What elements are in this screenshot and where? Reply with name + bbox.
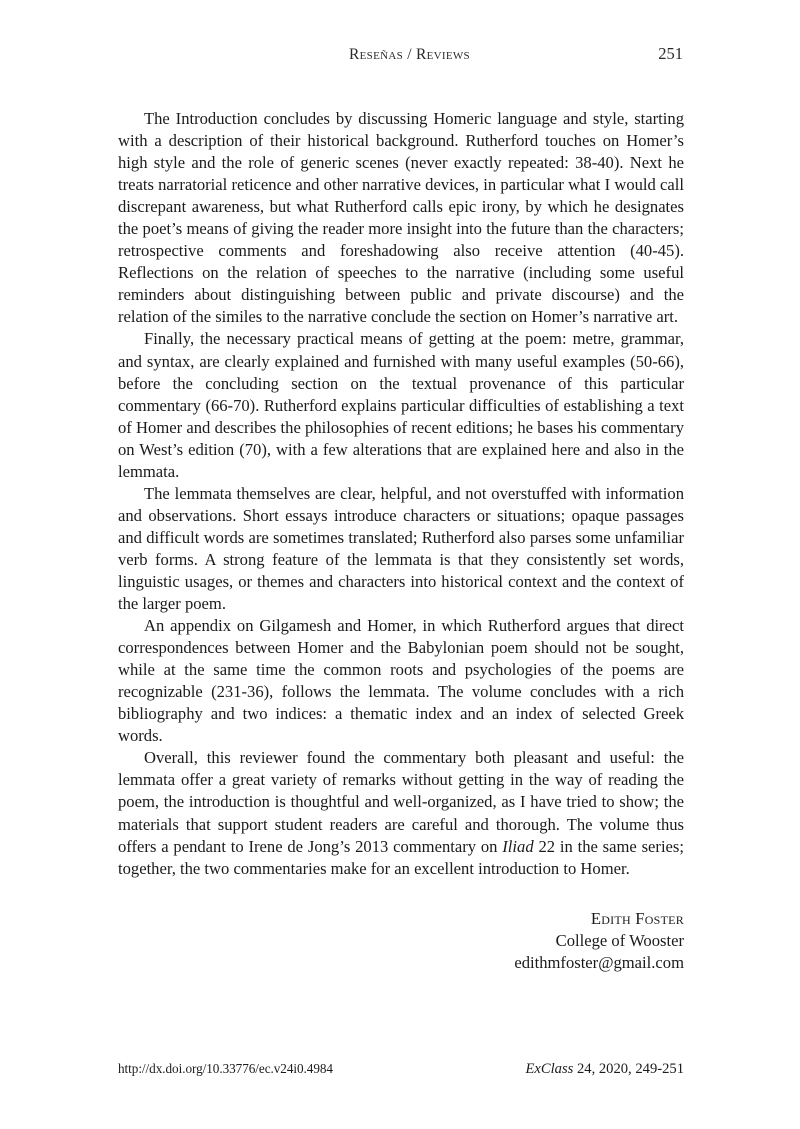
body-text bbox=[118, 108, 684, 880]
reviewer-email: edithmfoster@gmail.com bbox=[514, 953, 684, 973]
running-head-title: Reseñas / Reviews bbox=[349, 46, 470, 63]
paragraph-metre-grammar-syntax: Finally, the necessary practical means of getting at the poem: metre, grammar, and syntax, are clearly explained and furnished with many useful examples (50-66), before the concluding section on the textual provenance of this particular commentary (66-70). Rutherford explains particular difficulties of establishing a text of Homer and describes the philosophies of recent editions; he bases his commentary on West’s edition (70), with a few alterations that are explained here and also in the lemmata. bbox=[118, 329, 684, 481]
signature-block bbox=[118, 908, 684, 974]
page-number: 251 bbox=[658, 44, 683, 63]
journal-issue-pages: 24, 2020, 249-251 bbox=[573, 1061, 684, 1077]
paragraph-appendix-gilgamesh: An appendix on Gilgamesh and Homer, in which Rutherford argues that direct correspondences between Homer and the Babylonian poem should not be sought, while at the same time the common roots and psychologies of the poems are recognizable (231-36), follows the lemmata. The volume concludes with a rich bibliography and two indices: a thematic index and an index of selected Greek words. bbox=[118, 616, 684, 746]
page-footer bbox=[118, 1061, 684, 1078]
reviewer-name: Edith Foster bbox=[590, 909, 684, 928]
paragraph-introduction-conclusion: The Introduction concludes by discussing Homeric language and style, starting with a description of their historical background. Rutherford touches on Homer’s high style and the role of generic scenes (never exactly repeated: 38-40). Next he treats narratorial reticence and other narrative devices, in particular what I would call discrepant awareness, but what Rutherford calls epic irony, by which he designates the poet’s means of giving the reader more insight into the future than the characters; retrospective comments and foreshadowing also receive attention (40-45). Reflections on the relation of speeches to the narrative (including some useful reminders about distinguishing between public and private discourse) and the relation of the similes to the narrative conclude the section on Homer’s narrative art. bbox=[118, 109, 684, 327]
reviewer-affiliation: College of Wooster bbox=[555, 931, 684, 951]
doi-link[interactable]: http://dx.doi.org/10.33776/ec.v24i0.4984 bbox=[118, 1061, 333, 1076]
running-head bbox=[118, 44, 683, 70]
journal-citation bbox=[525, 1061, 684, 1078]
overall-text-before-title: Overall, this reviewer found the commentary both pleasant and useful: the lemmata offer a great variety of remarks without getting in the way of reading the poem, the introduction is thoughtful and well-organized, as I have tried to show; the materials that support student readers are careful and thorough. The volume thus offers a pendant to Irene de Jong’s 2013 commentary on bbox=[118, 748, 684, 856]
paragraph-lemmata: The lemmata themselves are clear, helpful, and not overstuffed with information and observations. Short essays introduce characters or situations; opaque passages and difficult words are sometimes translated; Rutherford also parses some unfamiliar verb forms. A strong feature of the lemmata is that they consistently set words, linguistic usages, or themes and characters into historical context and the context of the larger poem. bbox=[118, 483, 684, 614]
paragraph-overall-assessment bbox=[118, 747, 684, 879]
work-title-iliad: Iliad bbox=[502, 836, 534, 856]
overall-text-after-title: 22 in the same series; together, the two commentaries make for an excellent introduction to Homer. bbox=[118, 836, 684, 878]
journal-name: ExClass bbox=[525, 1061, 574, 1077]
